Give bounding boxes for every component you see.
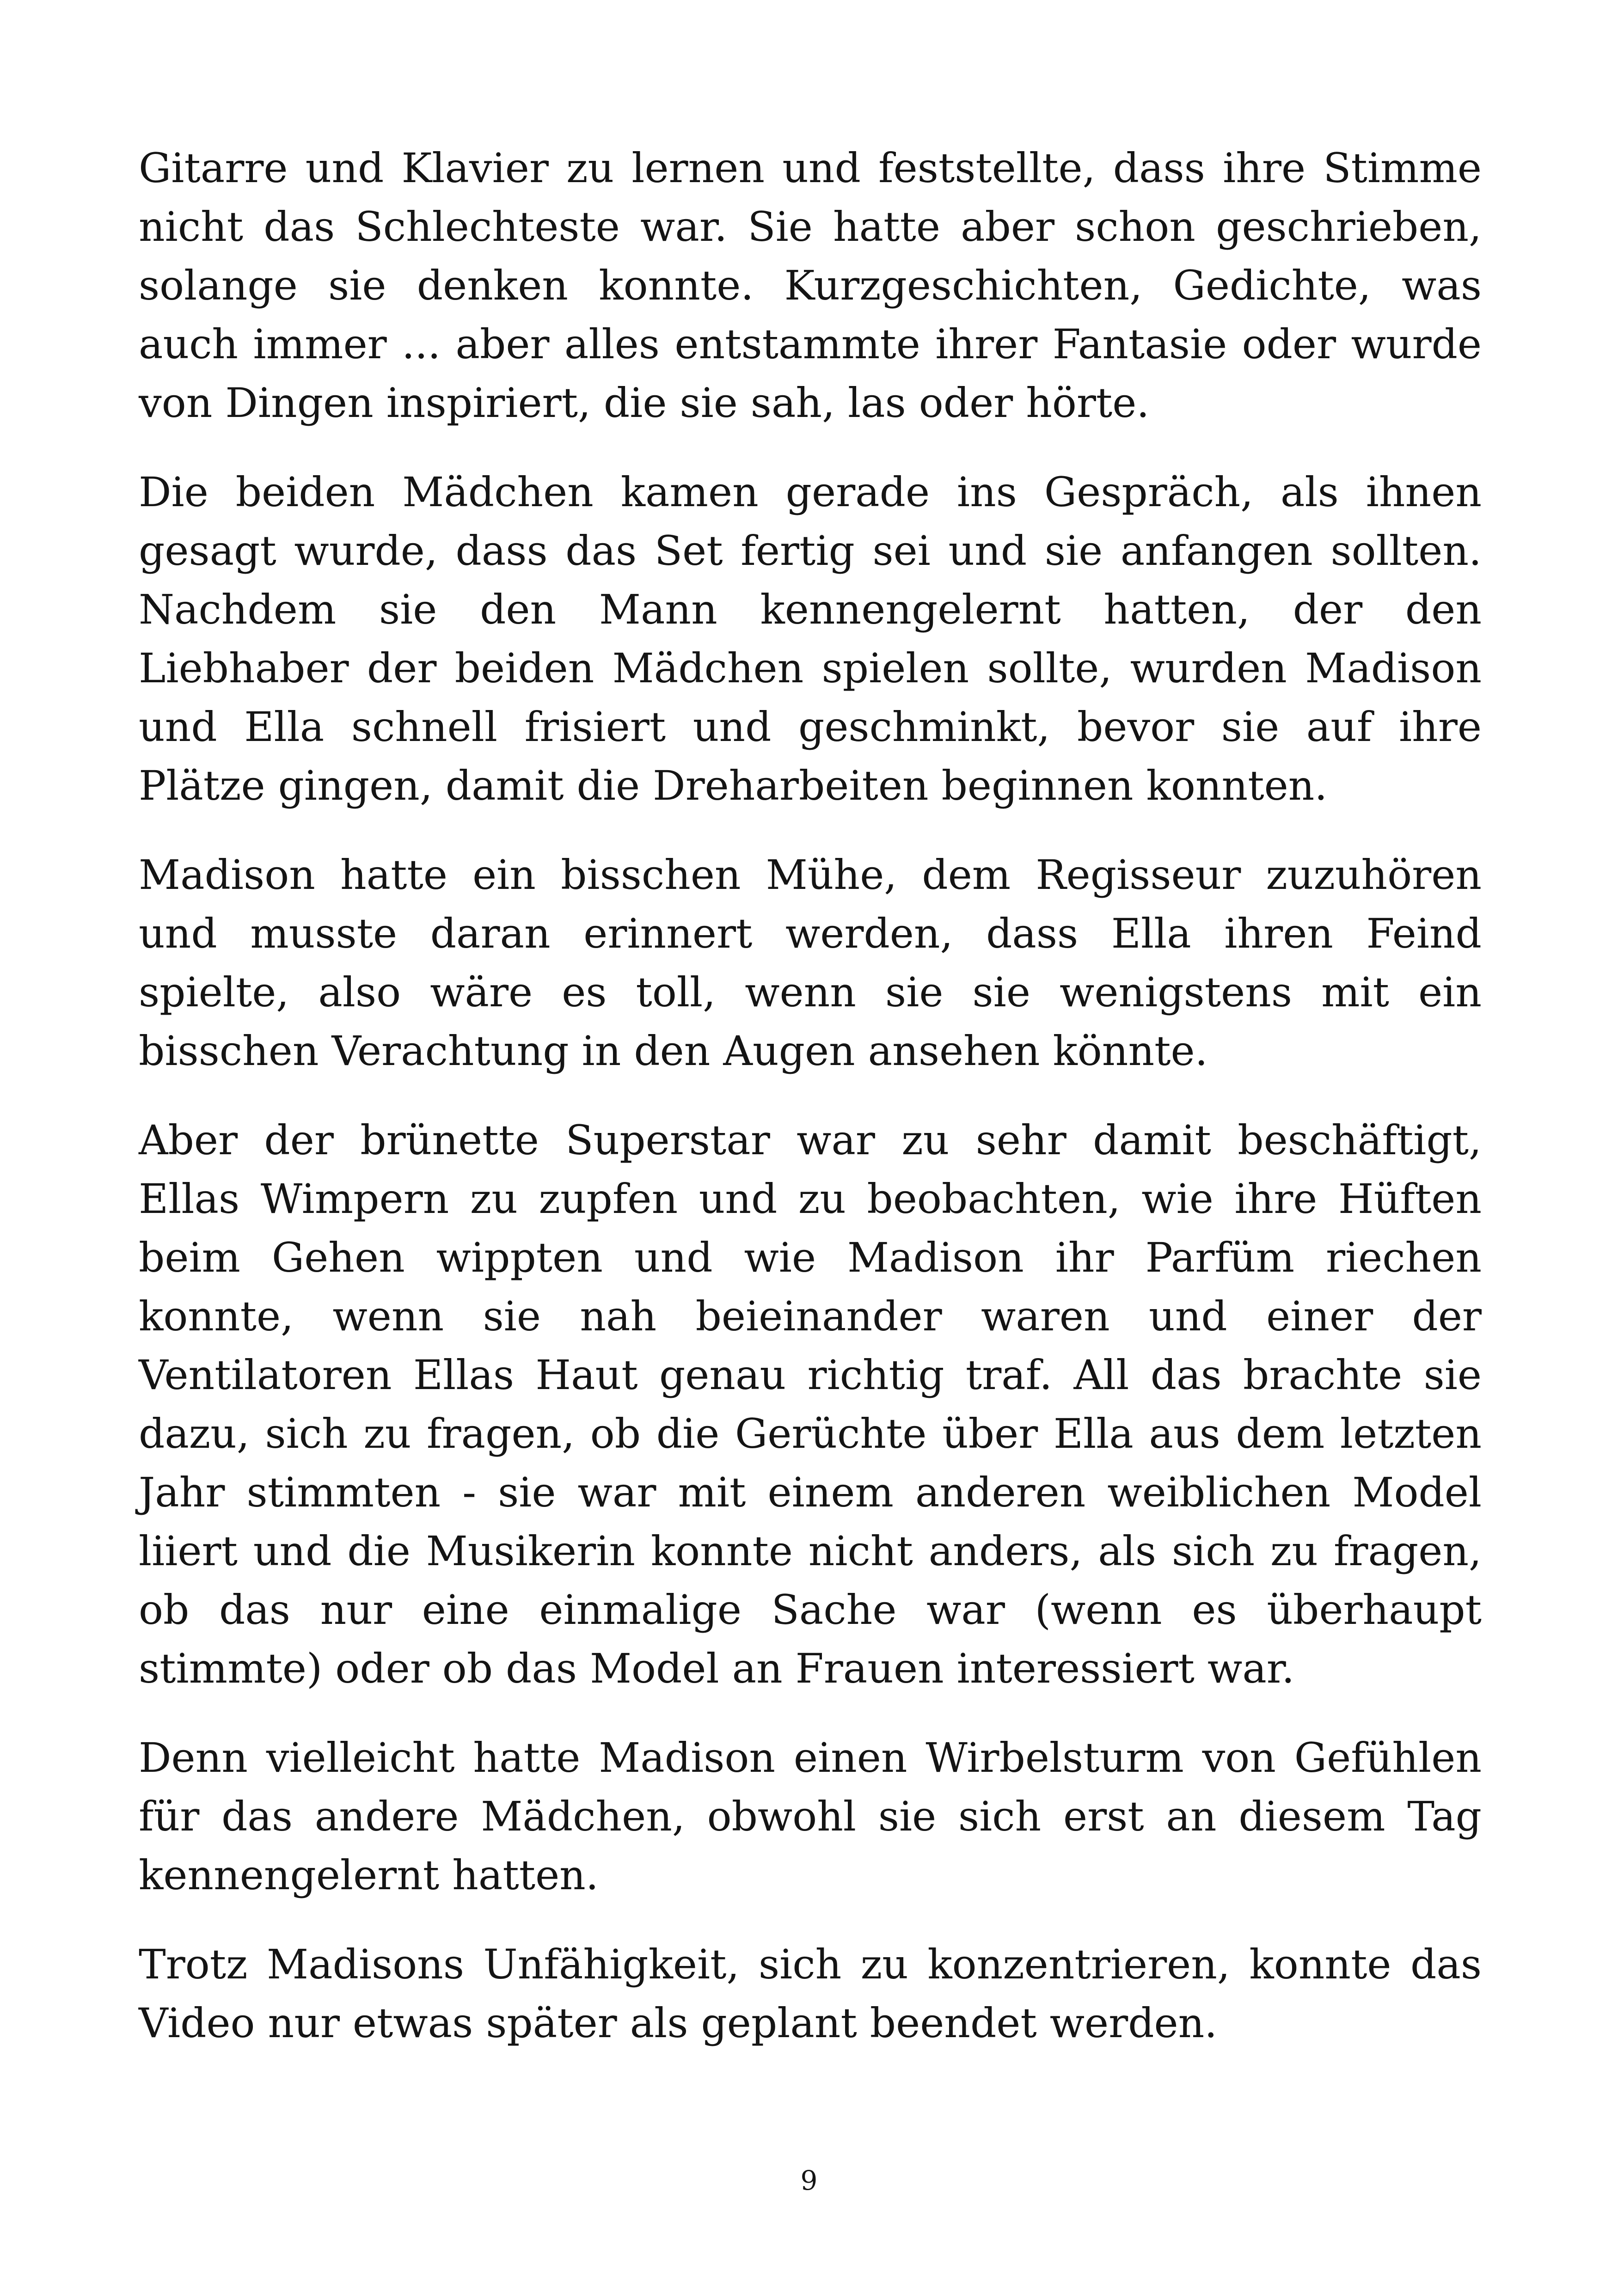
paragraph-2: Die beiden Mädchen kamen gerade ins Gespräch, als ihnen gesagt wurde, dass das Set fertig sei und sie anfangen sollten. Nachdem sie den Mann kennengelernt hatten, der den Liebhaber der beiden Mädchen spielen sollte, wurden Madison und Ella schnell frisiert und geschminkt, bevor sie auf ihre Plätze gingen, damit die Dreharbeiten beginnen konnten. [139, 468, 1482, 809]
page-body-text [139, 139, 1482, 2083]
paragraph-5: Denn vielleicht hatte Madison einen Wirbelsturm von Gefühlen für das andere Mädchen, obwohl sie sich erst an diesem Tag kennengelernt hatten. [139, 1734, 1482, 1899]
page-number: 9 [800, 2165, 818, 2196]
paragraph-1: Gitarre und Klavier zu lernen und feststellte, dass ihre Stimme nicht das Schlechteste war. Sie hatte aber schon geschrieben, solange sie denken konnte. Kurzgeschichten, Gedichte, was auch immer ... aber alles entstammte ihrer Fantasie oder wurde von Dingen inspiriert, die sie sah, las oder hörte. [139, 144, 1482, 427]
paragraph-4: Aber der brünette Superstar war zu sehr damit beschäftigt, Ellas Wimpern zu zupfen und zu beobachten, wie ihre Hüften beim Gehen wippten und wie Madison ihr Parfüm riechen konnte, wenn sie nah beieinander waren und einer der Ventilatoren Ellas Haut genau richtig traf. All das brachte sie dazu, sich zu fragen, ob die Gerüchte über Ella aus dem letzten Jahr stimmten - sie war mit einem anderen weiblichen Model liiert und die Musikerin konnte nicht anders, als sich zu fragen, ob das nur eine einmalige Sache war (wenn es überhaupt stimmte) oder ob das Model an Frauen interessiert war. [139, 1116, 1482, 1692]
paragraph-6: Trotz Madisons Unfähigkeit, sich zu konzentrieren, konnte das Video nur etwas später als geplant beendet werden. [139, 1941, 1482, 2047]
paragraph-3: Madison hatte ein bisschen Mühe, dem Regisseur zuzuhören und musste daran erinnert werden, dass Ella ihren Feind spielte, also wäre es toll, wenn sie sie wenigstens mit ein bisschen Verachtung in den Augen ansehen könnte. [139, 851, 1482, 1075]
